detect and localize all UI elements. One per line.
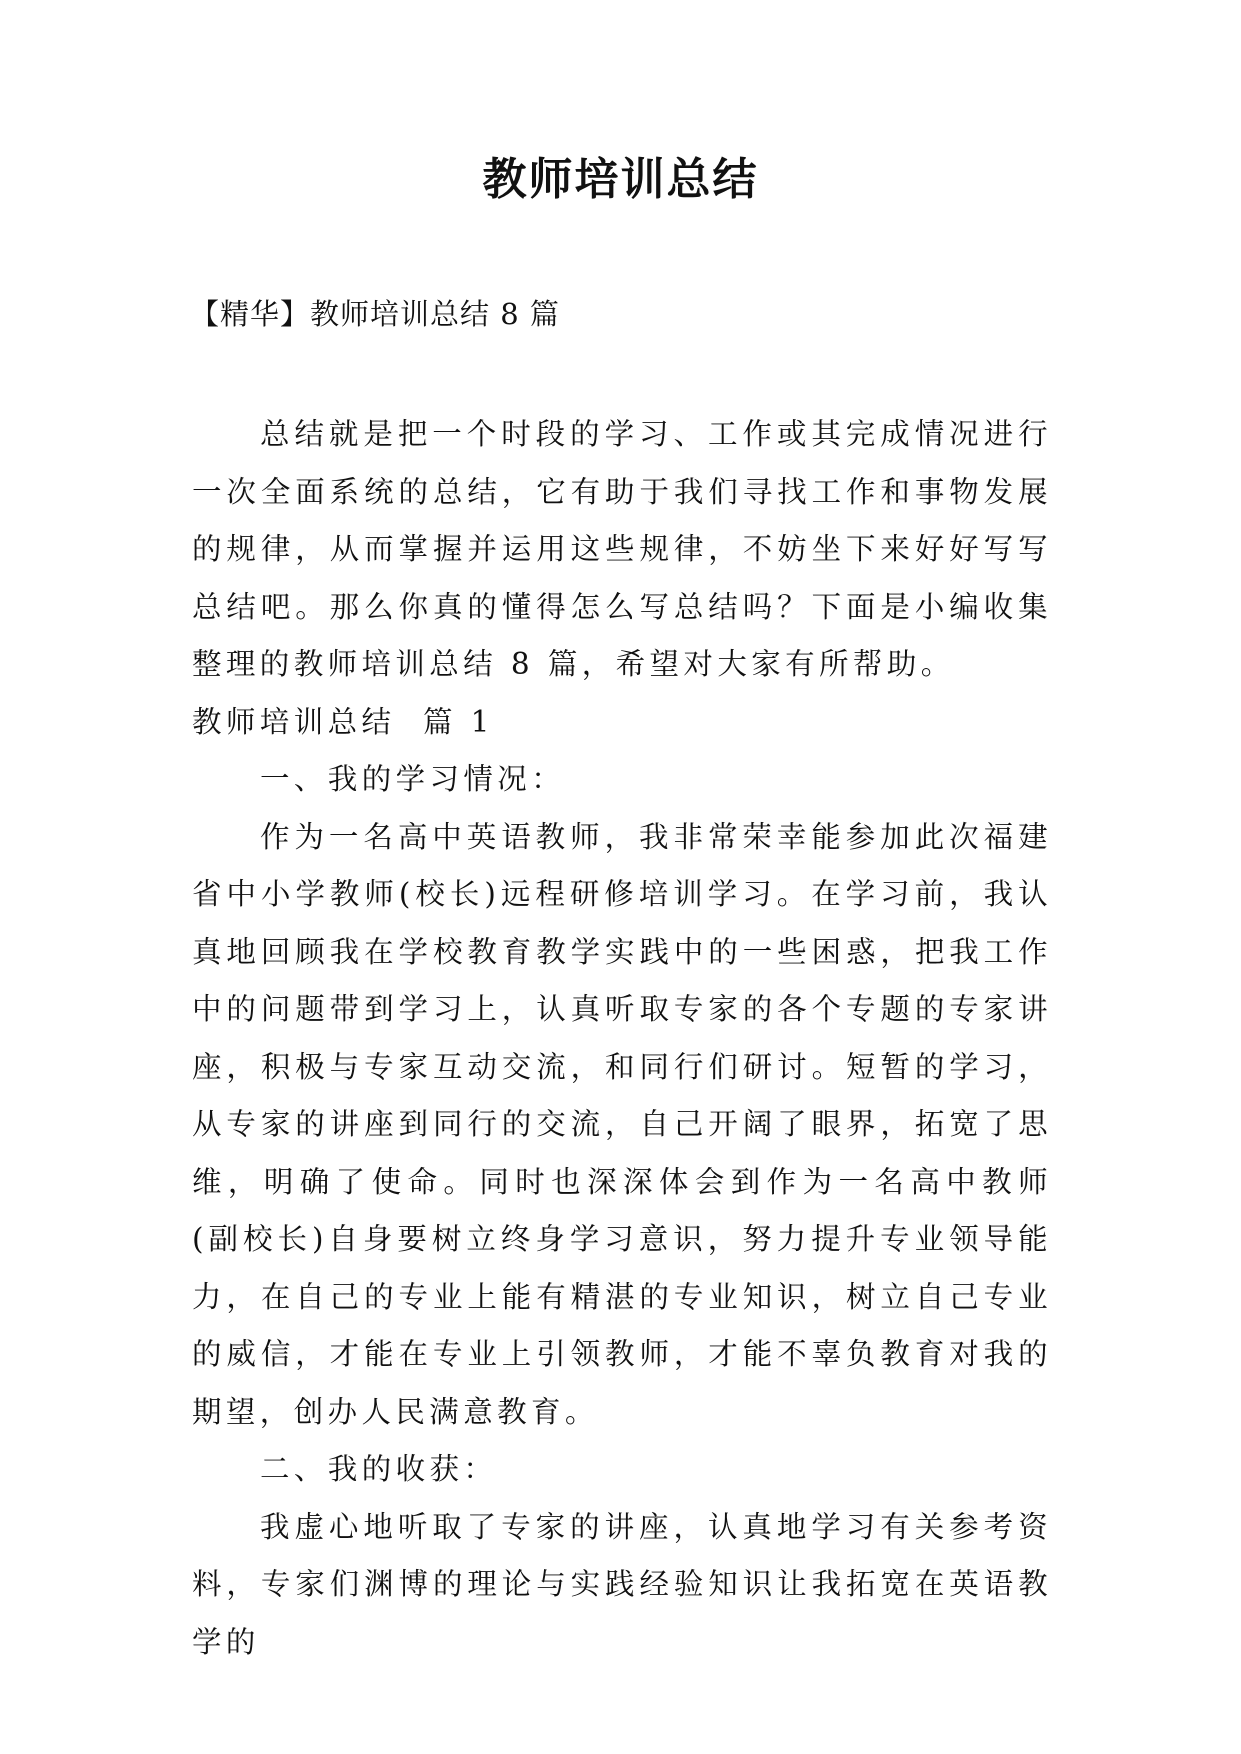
part1-paragraph: 作为一名高中英语教师，我非常荣幸能参加此次福建省中小学教师(校长)远程研修培训学习。在学习前，我认真地回顾我在学校教育教学实践中的一些困惑，把我工作中的问题带到学习上，认真听取专家的各个专题的专家讲座，积极与专家互动交流，和同行们研讨。短暂的学习，从专家的讲座到同行的交流，自己开阔了眼界，拓宽了思维，明确了使命。同时也深深体会到作为一名高中教师(副校长)自身要树立终身学习意识，努力提升专业领导能力，在自己的专业上能有精湛的专业知识，树立自己专业的威信，才能在专业上引领教师，才能不辜负教育对我的期望，创办人民满意教育。 <box>192 819 1052 1429</box>
part1-heading: 一、我的学习情况： <box>260 762 566 796</box>
document-subtitle: 【精华】教师培训总结 8 篇 <box>190 297 560 331</box>
section-heading: 教师培训总结 篇 1 <box>192 704 494 739</box>
part2-heading: 二、我的收获： <box>260 1452 498 1486</box>
document-title: 教师培训总结 <box>482 154 759 205</box>
intro-paragraph: 总结就是把一个时段的学习、工作或其完成情况进行一次全面系统的总结，它有助于我们寻找工作和事物发展的规律，从而掌握并运用这些规律，不妨坐下来好好写写总结吧。那么你真的懂得怎么写总结吗？下面是小编收集整理的教师培训总结 8 篇，希望对大家有所帮助。 <box>192 417 1052 681</box>
document-body <box>192 406 1052 1671</box>
part2-paragraph: 我虚心地听取了专家的讲座，认真地学习有关参考资料，专家们渊博的理论与实践经验知识让我拓宽在英语教学的 <box>192 1509 1052 1659</box>
